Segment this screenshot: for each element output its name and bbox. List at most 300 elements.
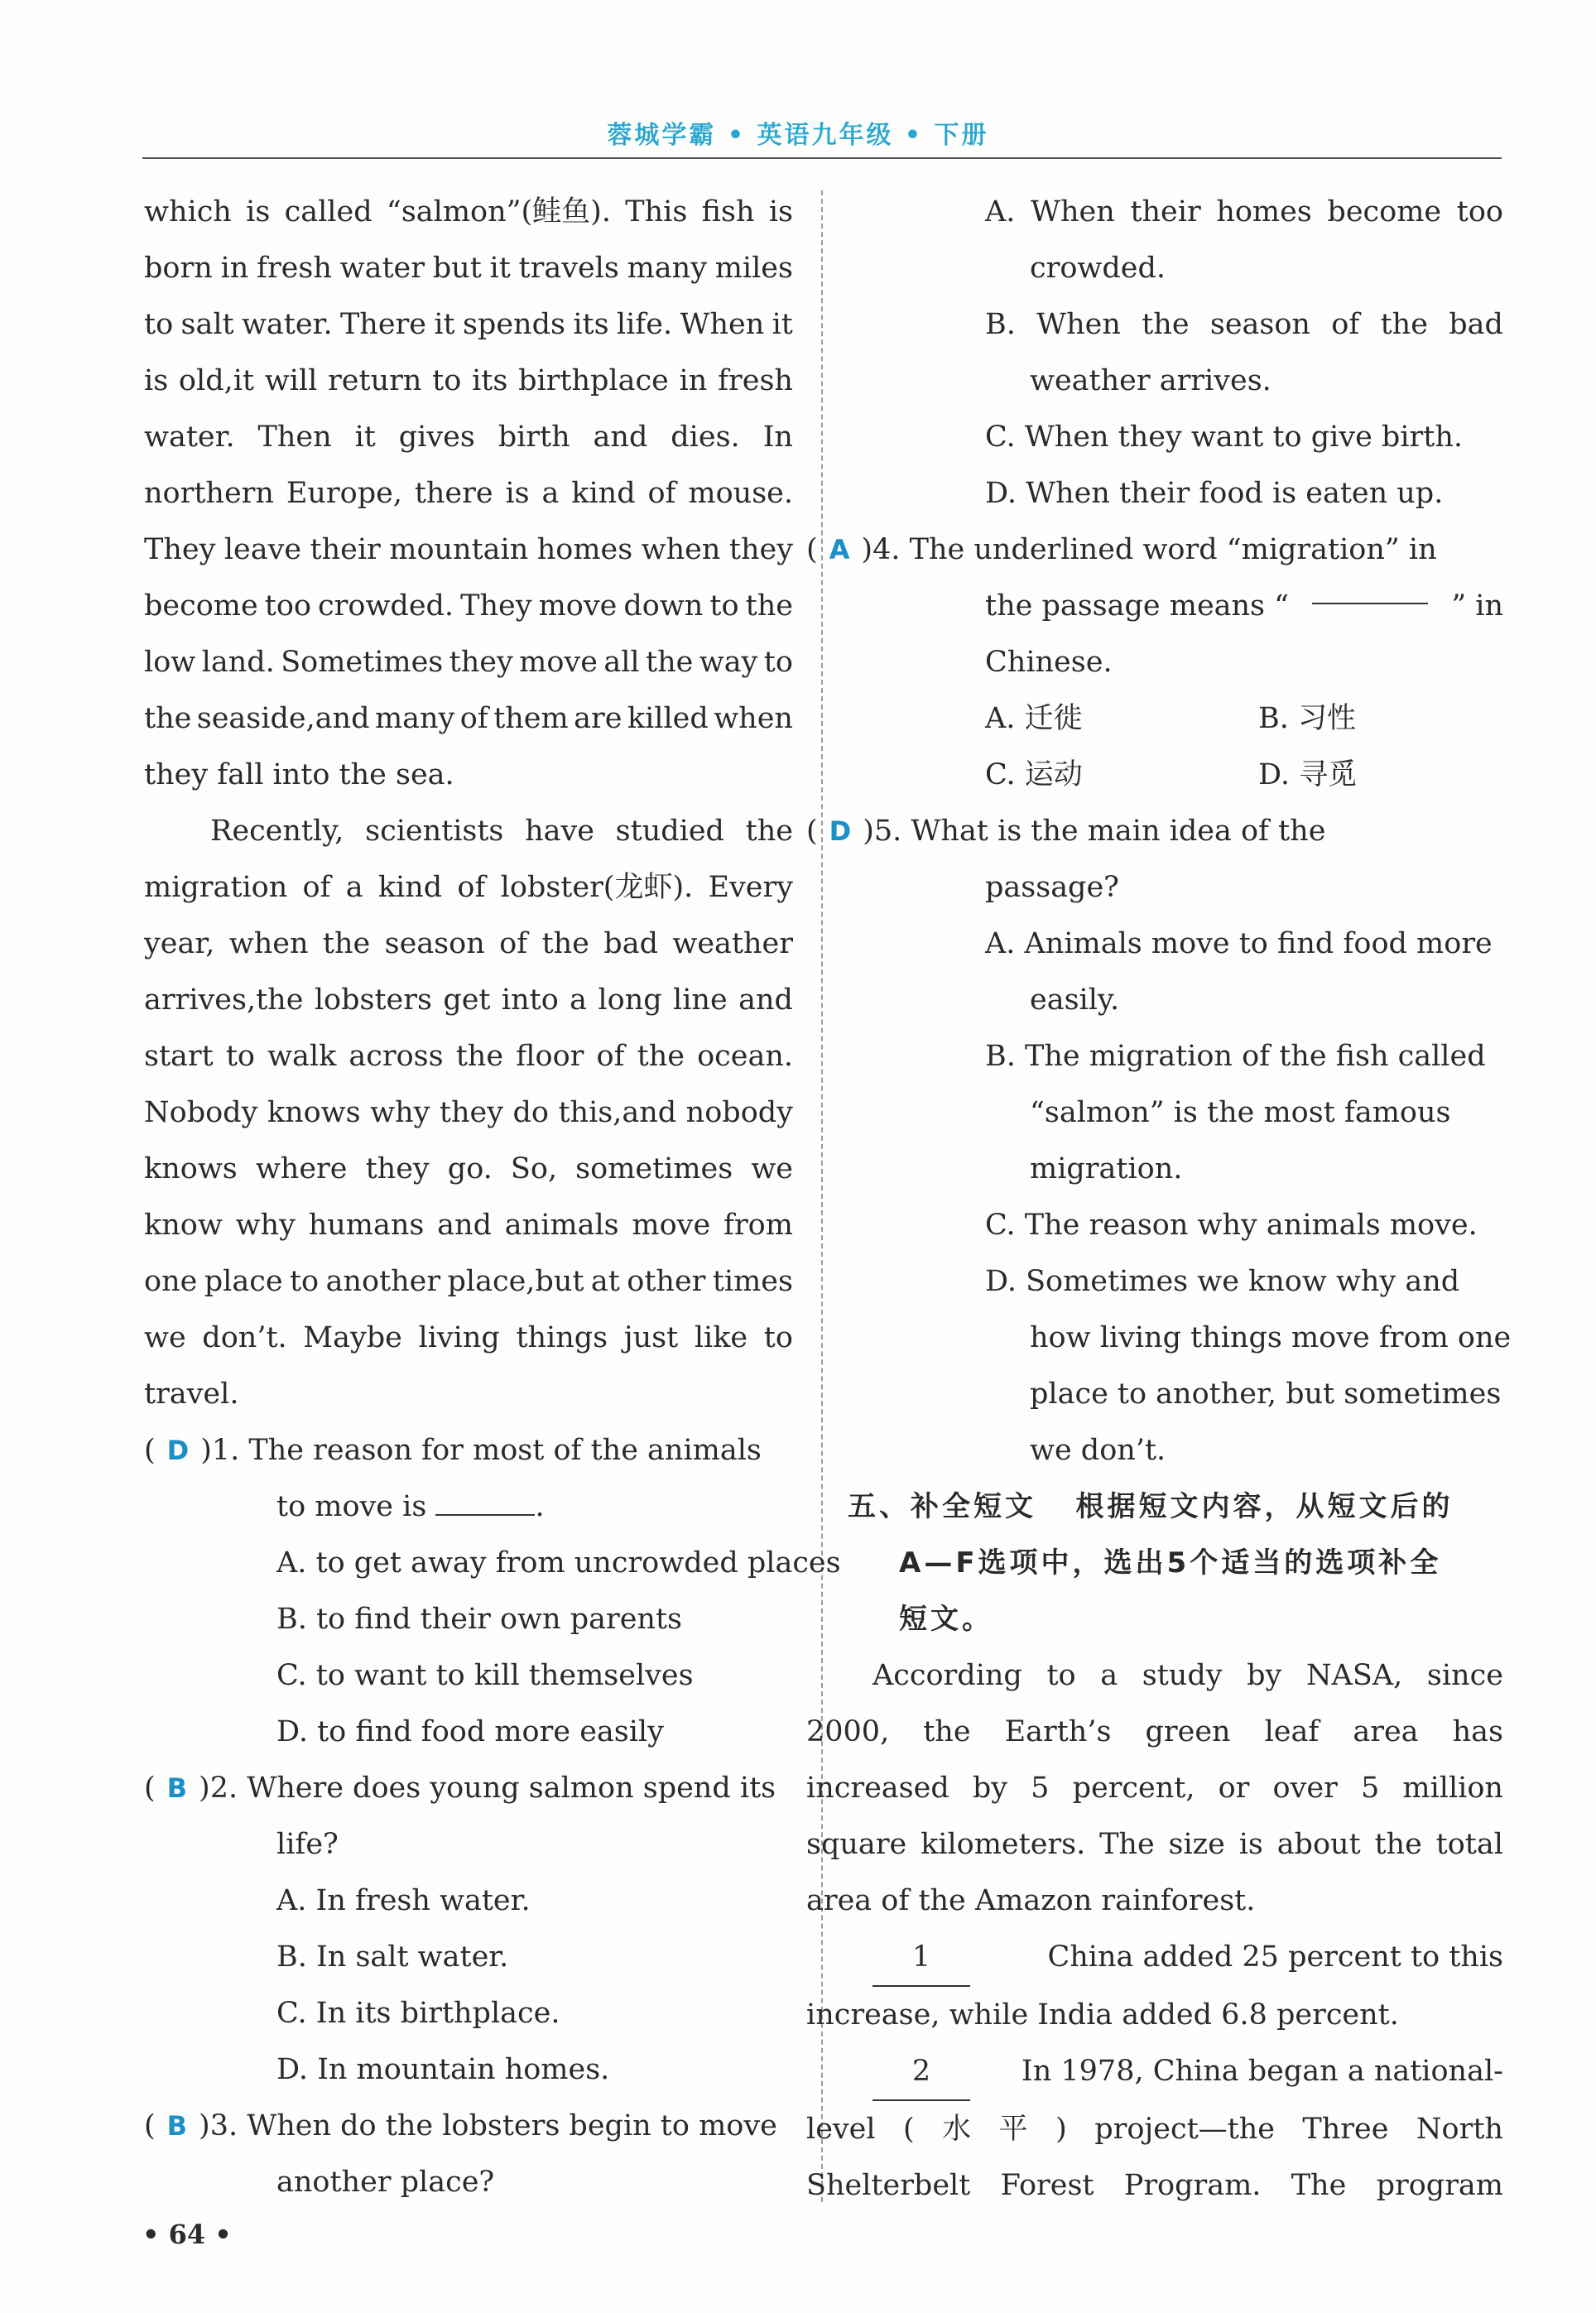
word: one bbox=[144, 1265, 198, 1298]
word: them bbox=[493, 702, 569, 735]
option: B. to find their own parents bbox=[276, 1603, 682, 1636]
option: A. 迁徙 bbox=[985, 702, 1083, 735]
answer-5: D bbox=[829, 815, 852, 847]
text: travel. bbox=[144, 1378, 239, 1411]
passage-line bbox=[144, 916, 793, 972]
word: why bbox=[370, 1096, 430, 1129]
word: 5 bbox=[1360, 1772, 1380, 1805]
word: and bbox=[738, 983, 793, 1017]
option: C. to want to kill themselves bbox=[276, 1659, 694, 1692]
text: ” in bbox=[1451, 589, 1503, 623]
text: . bbox=[535, 1490, 545, 1523]
text: the passage means “ bbox=[985, 589, 1290, 623]
word: is bbox=[1238, 1828, 1263, 1861]
word: line bbox=[673, 983, 728, 1017]
word: study bbox=[1142, 1659, 1223, 1692]
word: mouse. bbox=[688, 477, 793, 510]
question-number: )5. bbox=[863, 815, 902, 848]
word: So, bbox=[510, 1152, 558, 1185]
word: of bbox=[302, 871, 331, 904]
word: they bbox=[728, 533, 793, 566]
page-number: • 64 • bbox=[142, 2219, 232, 2250]
word: fish bbox=[701, 195, 755, 228]
question-4: ( A )4. The underlined word “migration” in bbox=[806, 533, 1437, 566]
word: northern bbox=[144, 477, 274, 510]
word: of bbox=[457, 871, 486, 904]
word: salt bbox=[180, 308, 234, 341]
word: birthplace bbox=[518, 364, 669, 397]
word: North bbox=[1416, 2113, 1503, 2146]
question-stem: to move is bbox=[276, 1490, 427, 1523]
word: many bbox=[374, 702, 455, 735]
word: or bbox=[1218, 1772, 1250, 1805]
word: when bbox=[641, 533, 721, 566]
word: by bbox=[972, 1772, 1008, 1805]
word: of bbox=[459, 702, 488, 735]
word: This bbox=[625, 195, 688, 228]
word: Then bbox=[257, 421, 332, 454]
word: is bbox=[768, 195, 793, 228]
word: travels bbox=[518, 252, 619, 285]
word: other bbox=[627, 1265, 706, 1298]
word: According bbox=[873, 1659, 1022, 1692]
word: million bbox=[1402, 1772, 1503, 1805]
word: life. bbox=[616, 308, 673, 341]
option: C. 运动 bbox=[985, 758, 1083, 791]
word: crowded. bbox=[318, 589, 454, 623]
word: water. bbox=[144, 421, 235, 454]
passage-line bbox=[144, 465, 793, 522]
word: Earth’s bbox=[1004, 1715, 1112, 1748]
word: all bbox=[603, 646, 640, 679]
question-number: )2. bbox=[199, 1772, 238, 1805]
section-title bbox=[848, 1479, 1503, 1535]
word: the bbox=[455, 1040, 504, 1073]
word: green bbox=[1145, 1715, 1231, 1748]
word: seaside,and bbox=[196, 702, 370, 735]
word: which bbox=[144, 195, 232, 228]
word: the bbox=[745, 815, 793, 848]
word: leave bbox=[224, 533, 302, 566]
word: the bbox=[637, 1040, 685, 1073]
word: get bbox=[443, 983, 491, 1017]
word: ocean. bbox=[697, 1040, 793, 1073]
text: they fall into the sea. bbox=[144, 758, 454, 791]
question-stem: When do the lobsters begin to move bbox=[247, 2109, 777, 2142]
word: a bbox=[345, 871, 363, 904]
text: In 1978, China began a national- bbox=[1021, 2055, 1503, 2088]
word: Europe, bbox=[286, 477, 402, 510]
question-4-cont: Chinese. bbox=[985, 646, 1113, 679]
blank-1-line bbox=[806, 1929, 1503, 1987]
word: The bbox=[1099, 1828, 1155, 1861]
word: since bbox=[1426, 1659, 1503, 1692]
word: become bbox=[1327, 195, 1442, 228]
option: A. to get away from uncrowded places bbox=[276, 1546, 841, 1580]
option: C. The reason why animals move. bbox=[985, 1209, 1478, 1242]
word: knows bbox=[144, 1152, 238, 1185]
question-2-cont: life? bbox=[276, 1828, 339, 1861]
word: they bbox=[449, 646, 513, 679]
word: their bbox=[310, 533, 381, 566]
word: a bbox=[570, 983, 588, 1017]
word: year, bbox=[144, 927, 215, 960]
running-header: 蓉城学霸 • 英语九年级 • 下册 bbox=[607, 121, 989, 150]
word: level bbox=[806, 2113, 876, 2146]
word: it bbox=[489, 252, 511, 285]
word: water bbox=[339, 252, 425, 285]
word: why bbox=[235, 1209, 296, 1242]
word: area bbox=[1353, 1715, 1419, 1748]
option bbox=[853, 184, 1503, 240]
word: to bbox=[432, 364, 462, 397]
word: of bbox=[1331, 308, 1360, 341]
word: the bbox=[745, 589, 793, 623]
answer-blank bbox=[435, 1489, 535, 1516]
word: go. bbox=[447, 1152, 493, 1185]
option: B. 习性 bbox=[1258, 702, 1356, 735]
word: move bbox=[538, 589, 618, 623]
passage-line bbox=[144, 578, 793, 634]
word: spends bbox=[462, 308, 565, 341]
passage-line bbox=[144, 296, 793, 353]
word: in bbox=[679, 364, 708, 397]
passage-line bbox=[144, 1366, 793, 1422]
word: 平 bbox=[998, 2113, 1028, 2146]
word: the bbox=[1380, 308, 1428, 341]
word: of bbox=[499, 927, 528, 960]
option-cont: easily. bbox=[1030, 983, 1120, 1017]
word: but bbox=[432, 252, 482, 285]
word: 2000, bbox=[806, 1715, 890, 1748]
word: knows bbox=[267, 1096, 361, 1129]
question-5-cont: passage? bbox=[985, 871, 1119, 904]
word: to bbox=[225, 1040, 255, 1073]
word: and bbox=[437, 1209, 492, 1242]
question-number: )1. bbox=[200, 1434, 240, 1467]
option-cont: migration. bbox=[1030, 1152, 1183, 1185]
passage-line: area of the Amazon rainforest. bbox=[806, 1884, 1256, 1917]
word: to bbox=[1046, 1659, 1076, 1692]
passage-line bbox=[144, 972, 793, 1028]
word: fresh bbox=[257, 252, 332, 285]
word: when bbox=[228, 927, 309, 960]
word: way bbox=[699, 646, 758, 679]
word: is bbox=[144, 364, 169, 397]
word: place bbox=[204, 1265, 283, 1298]
passage-line bbox=[144, 803, 793, 859]
word: NASA, bbox=[1305, 1659, 1403, 1692]
word: like bbox=[694, 1321, 748, 1354]
word: its bbox=[573, 308, 609, 341]
word: do bbox=[512, 1096, 549, 1129]
word: total bbox=[1435, 1828, 1503, 1861]
word: mountain bbox=[389, 533, 529, 566]
option-cont: place to another, but sometimes bbox=[1030, 1378, 1502, 1411]
word: 5 bbox=[1031, 1772, 1050, 1805]
word: at bbox=[590, 1265, 620, 1298]
question-stem: The underlined word “migration” in bbox=[909, 533, 1437, 566]
option bbox=[853, 296, 1503, 353]
word: the bbox=[923, 1715, 971, 1748]
word: of bbox=[596, 1040, 625, 1073]
word: born bbox=[144, 252, 213, 285]
word: homes bbox=[1216, 195, 1312, 228]
word: place,but bbox=[447, 1265, 584, 1298]
word: 水 bbox=[942, 2113, 972, 2146]
word: over bbox=[1272, 1772, 1338, 1805]
passage-line bbox=[806, 1816, 1503, 1873]
word: scientists bbox=[365, 815, 504, 848]
word: are bbox=[574, 702, 623, 735]
word: Shelterbelt bbox=[806, 2169, 971, 2202]
word: the bbox=[322, 927, 371, 960]
question-5: ( D )5. What is the main idea of the bbox=[806, 815, 1326, 848]
word: percent, bbox=[1072, 1772, 1195, 1805]
option: A. Animals move to find food more bbox=[985, 927, 1493, 960]
text: China added 25 percent to this bbox=[1047, 1940, 1503, 1974]
passage-line bbox=[144, 240, 793, 296]
word: by bbox=[1247, 1659, 1282, 1692]
word: they bbox=[439, 1096, 503, 1129]
word: move bbox=[519, 646, 598, 679]
word: across bbox=[349, 1040, 444, 1073]
word: homes bbox=[536, 533, 633, 566]
question-2: ( B )2. Where does young salmon spend its bbox=[144, 1772, 776, 1805]
passage-line bbox=[144, 1028, 793, 1084]
word: Every bbox=[708, 871, 793, 904]
option: B. In salt water. bbox=[276, 1940, 509, 1974]
word: sometimes bbox=[575, 1152, 733, 1185]
word: dies. bbox=[671, 421, 740, 454]
word: and bbox=[593, 421, 648, 454]
section-heading: 五、补全短文 bbox=[848, 1490, 1036, 1523]
word: it bbox=[354, 421, 376, 454]
word: When bbox=[680, 308, 765, 341]
passage-line bbox=[144, 747, 793, 803]
word: to bbox=[289, 1265, 320, 1298]
blank-2-line bbox=[806, 2043, 1503, 2101]
option: D. Sometimes we know why and bbox=[985, 1265, 1460, 1298]
option-row bbox=[853, 690, 1503, 747]
word: the bbox=[541, 927, 589, 960]
word: Three bbox=[1302, 2113, 1389, 2146]
option-row bbox=[853, 747, 1503, 803]
option-cont: we don’t. bbox=[1030, 1434, 1166, 1467]
word: in bbox=[220, 252, 249, 285]
word: lobsters bbox=[314, 983, 432, 1017]
word: too bbox=[1456, 195, 1503, 228]
word: it bbox=[772, 308, 793, 341]
option: D. 寻觅 bbox=[1258, 758, 1358, 791]
word: there bbox=[414, 477, 493, 510]
question-stem: Where does young salmon spend its bbox=[247, 1772, 776, 1805]
word: season bbox=[384, 927, 485, 960]
word: migration bbox=[144, 871, 288, 904]
question-number: )4. bbox=[861, 533, 901, 566]
question-stem: What is the main idea of the bbox=[911, 815, 1326, 848]
word: leaf bbox=[1264, 1715, 1320, 1748]
word: There bbox=[339, 308, 426, 341]
answer-4: A bbox=[829, 534, 850, 565]
passage-line bbox=[144, 522, 793, 578]
word: to bbox=[709, 589, 739, 623]
passage-line bbox=[144, 1141, 793, 1197]
word: bad bbox=[1449, 308, 1503, 341]
word: nobody bbox=[685, 1096, 793, 1129]
word: Program. bbox=[1123, 2169, 1262, 2202]
word: into bbox=[501, 983, 559, 1017]
word: “salmon”(鲑鱼). bbox=[386, 195, 611, 228]
word: increased bbox=[806, 1772, 949, 1805]
blank-2: 2 bbox=[873, 2043, 970, 2101]
word: floor bbox=[516, 1040, 584, 1073]
right-column bbox=[806, 184, 1512, 2214]
word: walk bbox=[267, 1040, 337, 1073]
section-instruction-cont: A—F选项中，选出5个适当的选项补全 bbox=[899, 1546, 1442, 1580]
word: size bbox=[1168, 1828, 1225, 1861]
word: it bbox=[434, 308, 455, 341]
question-number: )3. bbox=[199, 2109, 238, 2142]
word: kilometers. bbox=[921, 1828, 1086, 1861]
word: Nobody bbox=[144, 1096, 258, 1129]
passage-line bbox=[806, 1647, 1503, 1704]
word: called bbox=[284, 195, 373, 228]
section-instruction: 根据短文内容，从短文后的 bbox=[1075, 1490, 1454, 1523]
word: they bbox=[365, 1152, 430, 1185]
word: is bbox=[505, 477, 530, 510]
word: ) bbox=[1055, 2113, 1067, 2146]
word: become bbox=[144, 589, 258, 623]
word: lobster(龙虾). bbox=[500, 871, 694, 904]
passage-line bbox=[806, 1704, 1503, 1760]
question-3-cont: another place? bbox=[276, 2166, 495, 2199]
word: animals bbox=[504, 1209, 619, 1242]
word: we bbox=[144, 1321, 186, 1354]
word: program bbox=[1376, 2169, 1503, 2202]
word: know bbox=[144, 1209, 223, 1242]
passage-line bbox=[144, 184, 793, 240]
question-1: ( D )1. The reason for most of the animals bbox=[144, 1434, 762, 1467]
option-cont: weather arrives. bbox=[1030, 364, 1272, 397]
header-rule bbox=[142, 157, 1502, 159]
passage-line bbox=[144, 353, 793, 409]
word: the bbox=[144, 702, 192, 735]
option: A. In fresh water. bbox=[276, 1884, 531, 1917]
word: arrives,the bbox=[144, 983, 304, 1017]
word: many bbox=[627, 252, 707, 285]
passage-line bbox=[144, 1084, 793, 1141]
word: ( bbox=[903, 2113, 915, 2146]
word: another bbox=[325, 1265, 441, 1298]
section-instruction-cont: 短文。 bbox=[899, 1603, 993, 1636]
blank-1: 1 bbox=[873, 1929, 970, 1987]
question-3: ( B )3. When do the lobsters begin to move bbox=[144, 2109, 777, 2142]
word: to bbox=[763, 1321, 793, 1354]
word: kind bbox=[377, 871, 443, 904]
passage-line bbox=[144, 1310, 793, 1366]
passage-line bbox=[144, 690, 793, 747]
word: about bbox=[1276, 1828, 1361, 1861]
option: D. When their food is eaten up. bbox=[985, 477, 1444, 510]
word: weather bbox=[672, 927, 793, 960]
word: from bbox=[723, 1209, 793, 1242]
word: fresh bbox=[718, 364, 793, 397]
word: this,and bbox=[558, 1096, 677, 1129]
word: Recently, bbox=[210, 815, 344, 848]
word: we bbox=[751, 1152, 793, 1185]
word: humans bbox=[308, 1209, 425, 1242]
word: In bbox=[762, 421, 793, 454]
question-4-cont bbox=[853, 578, 1503, 634]
word: will bbox=[264, 364, 318, 397]
passage-line bbox=[144, 409, 793, 465]
answer-3: B bbox=[166, 2110, 188, 2142]
word: when bbox=[714, 702, 793, 735]
passage-line bbox=[806, 2157, 1503, 2214]
word: kind bbox=[571, 477, 636, 510]
passage-line bbox=[806, 1760, 1503, 1816]
word: living bbox=[418, 1321, 500, 1354]
passage-line bbox=[144, 1197, 793, 1253]
option: D. to find food more easily bbox=[276, 1715, 664, 1748]
word: They bbox=[460, 589, 532, 623]
word: its bbox=[472, 364, 508, 397]
word: is bbox=[246, 195, 271, 228]
word: A. bbox=[985, 195, 1016, 228]
word: When bbox=[1031, 195, 1115, 228]
option-cont: “salmon” is the most famous bbox=[1030, 1096, 1451, 1129]
passage-line: increase, while India added 6.8 percent. bbox=[806, 1998, 1399, 2032]
word: a bbox=[1100, 1659, 1118, 1692]
option: B. The migration of the fish called bbox=[985, 1040, 1486, 1073]
word: old,it bbox=[178, 364, 254, 397]
word: to bbox=[144, 308, 174, 341]
word: too bbox=[264, 589, 311, 623]
word: things bbox=[516, 1321, 608, 1354]
word: season bbox=[1209, 308, 1310, 341]
word: long bbox=[598, 983, 662, 1017]
word: Maybe bbox=[303, 1321, 402, 1354]
word: their bbox=[1130, 195, 1201, 228]
word: studied bbox=[615, 815, 724, 848]
word: birth bbox=[498, 421, 570, 454]
word: don’t. bbox=[202, 1321, 287, 1354]
question-1-cont bbox=[144, 1479, 793, 1535]
word: water. bbox=[241, 308, 333, 341]
word: Sometimes bbox=[281, 646, 444, 679]
answer-2: B bbox=[166, 1772, 188, 1804]
word: miles bbox=[714, 252, 793, 285]
word: project—the bbox=[1094, 2113, 1275, 2146]
word: times bbox=[712, 1265, 793, 1298]
option: C. In its birthplace. bbox=[276, 1997, 560, 2030]
word: have bbox=[525, 815, 594, 848]
word: return bbox=[328, 364, 422, 397]
word: When bbox=[1036, 308, 1121, 341]
word: land. bbox=[201, 646, 275, 679]
option-cont: how living things move from one bbox=[1030, 1321, 1512, 1354]
answer-blank bbox=[1312, 578, 1428, 604]
option-cont: crowded. bbox=[1030, 252, 1166, 285]
option: D. In mountain homes. bbox=[276, 2053, 610, 2086]
word: just bbox=[623, 1321, 679, 1354]
word: has bbox=[1452, 1715, 1503, 1748]
passage-line bbox=[806, 2101, 1503, 2157]
word: B. bbox=[985, 308, 1016, 341]
word: square bbox=[806, 1828, 907, 1861]
word: a bbox=[541, 477, 560, 510]
